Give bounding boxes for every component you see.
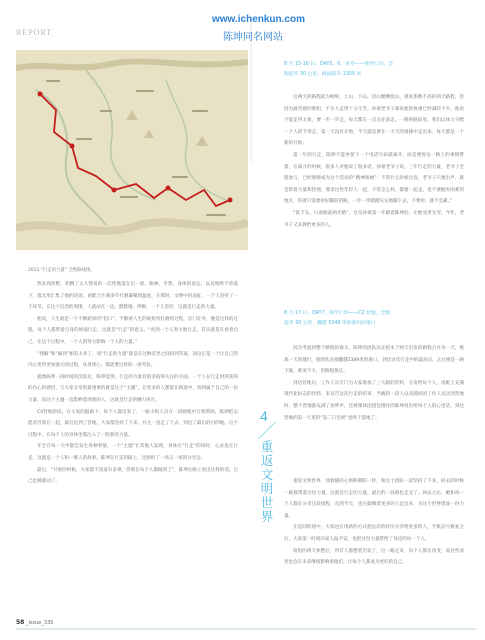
page-footer [16, 619, 53, 626]
paragraph: 这两天的路程较为崎岖，上山、下山、切山腰侧绕山，难度系数不高的两天路程，但因为疲劳感的堆积，不少人走得十分辛苦。孙蒙老爷子却说他的体重已经减轻不少，他说不能走得太快，要一步一步走，每天都在一点点往前走。一路的路段里，我们以体力分配一个人的节奏走，第一天没有开始，今天就是要在一天天的推移中走出来，每天都是一个新的开始。 [284, 95, 464, 147]
paragraph: 就像陈坤一段时间的沉思后，陈坤觉得，行走的力量有很多值得关注的方面，一个人在行走时所获得的内心的感悟，与大家分享的最重要的就是这个“主题”，让更多的人都能在路途中，找到属于自己的一份力量，而这个主题一直影响着周围的人，这就是行走的魅力所在。 [28, 374, 238, 403]
day5-heading: 8 月 15-16 日，DAY5、6，卓寿——扬学仁玛，全 程徒步 30 公里，海拔提升 1300 米 [284, 62, 394, 77]
paragraph: C4营地阶段，在大家的鼓励下，每个人都出发了，一路小组人员在一段路程中互相帮助，陈坤把志愿者召集在一起，最后达到了营地，大家都坚持了下来，并且一直走了下去，到达了最后的目的地。这个过程中，在每个人的身体里都注入了一股新的力量。 [28, 409, 238, 438]
day7-heading: 8 月 17 日，DAY7，扬学仁玛——C2 营地，全程 徒步 30 公里，翻越 5349 米的新玛拉垭口 [284, 311, 391, 326]
chapter-title: 重返文明世界 [260, 439, 274, 524]
route-point [228, 198, 233, 203]
paragraph: 短短的两天休整后，所有人都整装出发了，这一路走来，每个人都在改变，而这些改变也会在未来继续影响着他们，让每个人都成为更好的自己。 [284, 548, 464, 566]
paragraph: 因为考虑到整个路程的艰辛，陈坤的团队决定把本于两天出发的路程合并为一天，挑战一天的越行，使团队直接翻越5349米的垭口，到达这次行走中的最高点，之后便是一路下坡，难度不大，但路程很长。 [284, 346, 464, 375]
paragraph: 到达营地后，工作人员专门为大家准备了三大箱的饮料，分发给每个人，再配上充满现代化标志的饮料，来宣告这次行走的结束，当晚的一段人以及随同的工作人员达到营地时，整个营地都充满了欢呼声，还被媒体团团包围住的陈坤说出给每个人的心里话，到达营地的第一天里的“第二只包袱”也终于落地了。 [284, 380, 464, 421]
column-divider [250, 22, 252, 162]
watermark-site-name: 陈坤同名网站 [223, 32, 283, 43]
right-lower-body [284, 476, 464, 611]
route-point [112, 188, 117, 193]
page-number: 58 [16, 619, 25, 626]
chapter-accent-line [258, 422, 276, 440]
paragraph: 第一年的行走，陈坤不能单留下一个电话号码就离开，而是要将这一路上的事情带着，在离开的时候，很多人对他说了很多话，孙蒙老爷子说，三年行走的力量，老爷子全程参与，已经逐渐成为这个活动的“精神领袖”：不管什么时候出发，老爷子只要出声，就会带着力量和热情，要求这些年轻人一起，不管怎么样，都要一起走。也不要抛弃困难的地方，你就只需要看好脚前的路，一步一步踏踏实实地脚下去，不要停，就不会累。” [284, 152, 464, 205]
route-map [16, 50, 248, 250]
left-body [28, 279, 238, 609]
paragraph: 然来到西野，积攒了太久想说的一次性地落在出一股，眼神，手势，身体的姿态，以及始终不曾落下，都无形汇集了他的话语，再配合片刻多年打磨凝聚的温度，在那时，文明中的表征，一个人坚持了一个环节，在这个信念的周围，人就站在一边，默默地，呼吸，一个人坚持，这就是行走的力量。 [28, 282, 238, 311]
paragraph: 他说，人生就是一个不断轮回的“招口”，不断被人生的烦扰所打磨的过程，出门在外，便是这样的过程。每个人都带着自身的烦恼行走，这就是“行走”的意义。“看到一个人努力地行走，其实就是在看着自己，在这个过程中，一个人的努力影响一个人的力量。” [28, 316, 238, 345]
chapter-number: 4 [260, 408, 268, 424]
day7-body [284, 343, 464, 465]
day5-body [284, 92, 464, 297]
paragraph: 最后，“开始的时候，大家都不知道有多难，但现在每个人都做到了”，陈坤在路上说出这样的话，自己也被感动了。 [28, 467, 238, 485]
route-map-illustration [16, 50, 248, 250]
watermark-url[interactable]: www.ichenkun.com [212, 14, 305, 25]
footer-rule [16, 628, 476, 630]
route-point [70, 144, 75, 149]
issue-label: _Issue_335 [25, 620, 54, 626]
route-point [38, 92, 43, 97]
map-caption: 2013 “行走的力量” 全程路线图。 [28, 268, 95, 273]
paragraph: 在返回的途中，大家也在用新的方式把这次的经历分享给更多的人，手机信号恢复之后，大家第一时间向家人报平安，也把这份力量带给了身边的每一个人。 [284, 525, 464, 542]
paragraph: 重返文明世界，徐蓉晓的心情和朝阳一样，和这个团队一起坚持了下来，回去的时候一路都带着这份力量，这就是行走的力量，最后的一段路也走完了。回去之后，她和每一个人都在分享这段旅程，直到今天，也在鼓舞着更多的人走出来，为这个世界增添一份力量。 [284, 479, 464, 519]
route-point [166, 186, 171, 191]
paragraph: 年全在每一天中都会发生各种事情，一个“主题”让其他人发现，身体在“行走”的同时，心灵也在行走，这就是一个人和一群人的故事。陈坤在行走的路上，还组织了一场又一场的分享会。 [28, 444, 238, 461]
section-label: REPORT [16, 28, 53, 37]
paragraph: “理解”和“做到”相差太多了，而“行走的力量”就是在这种差异之间找到答案，而这正是一个让自己的内心变得更加强大的过程，从身到心，都需要这样的一场考验。 [28, 351, 238, 369]
paragraph: “低下头，只看眼前两步路”，这是孙蒙第一年跟着陈坤的，让他受用无穷，今年，老爷子又来教给更多的人。 [284, 210, 464, 228]
